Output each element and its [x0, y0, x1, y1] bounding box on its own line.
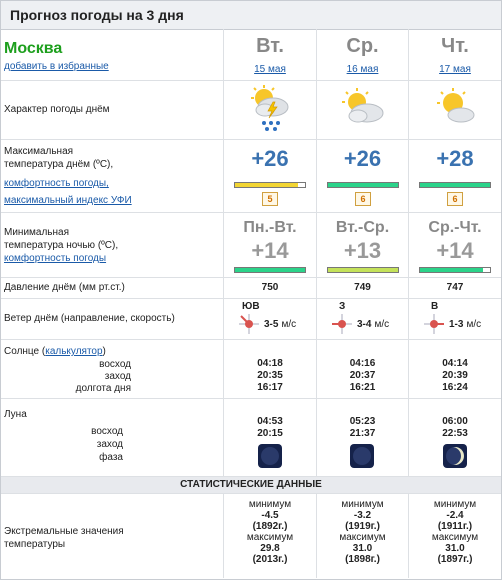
uv-index-link[interactable]: максимальный индекс УФИ [4, 195, 132, 206]
partly-cloudy-icon [433, 88, 481, 128]
moonrise-label: восход [91, 426, 123, 437]
page-title: Прогноз погоды на 3 дня [10, 7, 184, 23]
min-temp-label-2: температура ночью (ºC), [4, 240, 119, 251]
max-temp-value: +28 [436, 146, 474, 171]
max-temp-label-2: температура днём (ºC), [4, 159, 114, 170]
wind-direction: В [431, 301, 439, 312]
extreme-label-2: температуры [4, 539, 66, 550]
wind-speed: 1-3 м/с [449, 319, 482, 330]
comfort-bar-fill [328, 183, 398, 187]
calculator-link[interactable]: калькулятор [45, 346, 103, 357]
max-temp-label-1: Максимальная [4, 146, 74, 157]
day-name: Вт. [256, 35, 284, 57]
wind-speed: 3-5 м/с [264, 319, 297, 330]
uv-index-badge: 5 [262, 192, 278, 206]
sun-times: 04:14 20:39 16:24 [442, 358, 468, 393]
comfort-bar [234, 267, 306, 273]
wind-speed: 3-4 м/с [357, 319, 390, 330]
wind-compass-icon [238, 313, 260, 335]
weather-label: Характер погоды днём [4, 104, 110, 115]
uv-index-badge: 6 [355, 192, 371, 206]
sunrise-label: восход [99, 359, 131, 370]
moon-label: Луна [4, 409, 27, 420]
comfort-bar-fill [420, 268, 483, 272]
moon-sublabels [91, 425, 123, 464]
sun-label: Солнце (калькулятор) [4, 346, 106, 357]
wind-direction: З [339, 301, 346, 312]
day-date-link[interactable]: 17 мая [439, 64, 471, 75]
pressure-value: 749 [354, 282, 371, 293]
comfort-link[interactable]: комфортность погоды, [4, 178, 109, 189]
sunset-label: заход [104, 371, 131, 382]
night-period: Ср.-Чт. [428, 219, 482, 236]
day-date-link[interactable]: 16 мая [346, 64, 379, 75]
day-name: Ср. [346, 35, 379, 57]
sun-times: 04:18 20:35 16:17 [257, 358, 283, 393]
moon-phase-icon [350, 444, 374, 468]
wind-row [1, 299, 501, 340]
max-temp-row [1, 140, 501, 213]
day-header-2 [317, 30, 408, 80]
night-period: Вт.-Ср. [335, 219, 390, 236]
stats-row [1, 494, 501, 578]
pressure-row [1, 278, 501, 299]
header-row [1, 30, 501, 81]
weather-row [1, 81, 501, 140]
moon-times: 06:00 22:53 [442, 416, 468, 439]
comfort-bar-fill [420, 183, 490, 187]
phase-label: фаза [99, 452, 123, 463]
extreme-values: минимум -2.4 (1911г.) максимум 31.0 (1897г.) [431, 499, 479, 565]
comfort-bar [419, 267, 491, 273]
uv-index-badge: 6 [447, 192, 463, 206]
moon-times: 05:23 21:37 [349, 416, 376, 439]
max-temp-value: +26 [251, 146, 289, 171]
min-temp-row [1, 213, 501, 278]
day-header-1 [224, 30, 316, 80]
moon-phase-icon [258, 444, 282, 468]
extreme-values: минимум -4.5 (1892г.) максимум 29.8 (2013г.) [246, 499, 294, 565]
comfort-bar [327, 182, 399, 188]
add-favorite-link[interactable]: добавить в избранные [4, 61, 109, 72]
day-date-link[interactable]: 15 мая [254, 64, 286, 75]
day-name: Чт. [441, 35, 469, 57]
min-temp-value: +13 [343, 238, 382, 263]
min-temp-value: +14 [251, 238, 289, 263]
pressure-value: 750 [261, 282, 279, 293]
extreme-values: минимум -3.2 (1919г.) максимум 31.0 (1898г.) [339, 499, 386, 565]
night-period: Пн.-Вт. [243, 219, 297, 236]
pressure-value: 747 [446, 282, 464, 293]
moon-phase-icon [443, 444, 467, 468]
partly-cloudy-icon [339, 88, 387, 128]
comfort-bar [419, 182, 491, 188]
comfort-bar-fill [235, 268, 305, 272]
wind-direction: ЮВ [242, 301, 260, 312]
wind-compass-icon [423, 313, 445, 335]
stats-header: СТАТИСТИЧЕСКИЕ ДАННЫЕ [1, 477, 501, 494]
moon-times: 04:53 20:15 [257, 416, 283, 439]
daylength-label: долгота дня [75, 383, 131, 394]
comfort-link[interactable]: комфортность погоды [4, 253, 107, 264]
sun-sublabels [76, 359, 131, 395]
cloud-sun-thunder-rain-icon [247, 85, 293, 133]
comfort-bar-fill [328, 268, 398, 272]
title-bar [1, 1, 501, 30]
sun-times: 04:16 20:37 16:21 [349, 358, 376, 393]
comfort-bar [327, 267, 399, 273]
city-name: Москва [4, 40, 63, 57]
comfort-bar [234, 182, 306, 188]
day-header-3 [409, 30, 501, 80]
comfort-bar-fill [235, 183, 298, 187]
moon-row [1, 399, 501, 477]
wind-compass-icon [331, 313, 353, 335]
sun-row [1, 340, 501, 399]
max-temp-value: +26 [343, 146, 382, 171]
min-temp-label-1: Минимальная [4, 227, 70, 238]
moonset-label: заход [96, 439, 123, 450]
min-temp-value: +14 [436, 238, 474, 263]
pressure-label: Давление днём (мм рт.ст.) [4, 282, 125, 293]
extreme-label-1: Экстремальные значения [4, 526, 124, 537]
wind-label: Ветер днём (направление, скорость) [4, 313, 175, 324]
